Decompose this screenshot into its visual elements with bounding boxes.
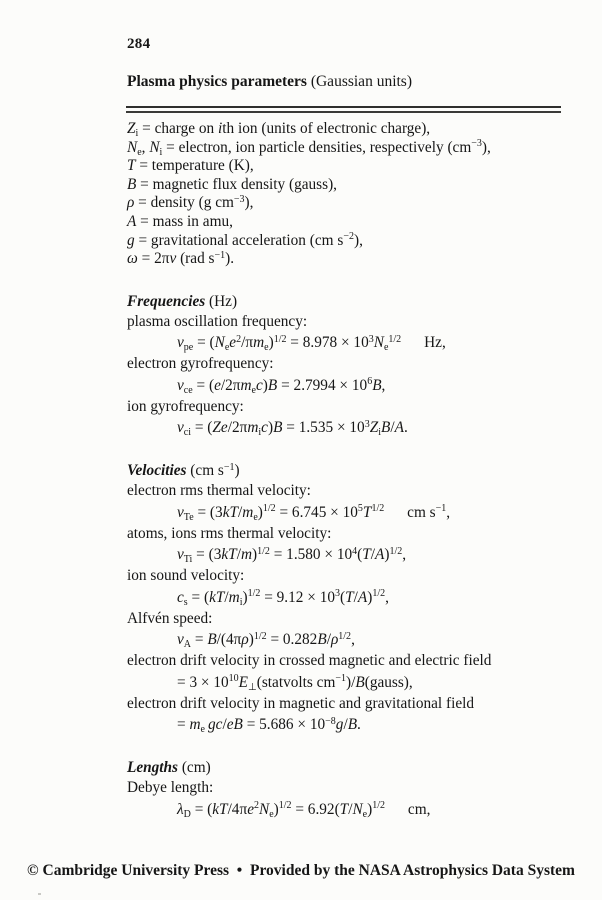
definition-line: $N_e$, $N_i$ = electron, ion particle densities, respectively $(cm^{-3})$, (127, 138, 491, 158)
definition-line: g = gravitational acceleration (cm $s^{-2}$), (127, 231, 363, 249)
section-heading-units: (Hz) (205, 292, 238, 310)
equation: $v_{Ti} = (3kT/m)^{1/2} = 1.580 \times 10^4(T/A)^{1/2}$, (177, 545, 407, 566)
equation-label: electron rms thermal velocity: (127, 482, 311, 500)
section-heading (127, 461, 572, 480)
equation-label: plasma oscillation frequency: (127, 312, 308, 330)
page-title-units: (Gaussian units) (306, 73, 412, 90)
equation: $c_s = (kT/m_i)^{1/2} = 9.12 \times 10^3(T/A)^{1/2}$, (177, 588, 389, 608)
equation-label: ion sound velocity: (127, 567, 245, 585)
page-title (127, 73, 412, 91)
equation: $v_{Te} = (3kT/m_e)^{1/2} = 6.745 \times 10^5T^{1/2}$ cm $s^{-1}$, (177, 503, 451, 523)
equation: $\nu_{pe} = (N_ee^2/\pi m_e)^{1/2} = 8.978 \times 10^3N_e^{1/2}$ Hz, (177, 333, 446, 354)
equation: $\lambda_D = (kT/4\pi e^2N_e)^{1/2} = 6.92(T/N_e)^{1/2}$ cm, (177, 800, 431, 820)
section-velocities (127, 461, 572, 735)
equation-label: Debye length: (127, 779, 214, 797)
definitions-list (127, 120, 572, 269)
page-content (127, 120, 572, 821)
definition-line: $Z_i$ = charge on ith ion (units of electronic charge), (127, 120, 431, 139)
equation: = $3 \times 10^{10}E_\perp(statvolts$ $cm^{-1})/B(gauss)$, (177, 673, 413, 693)
equation: = $m_e$ $gc/eB = 5.686 \times 10^{-8}g/B$. (177, 715, 361, 736)
page-number: 284 (127, 36, 151, 52)
footer-credit: © Cambridge University Press • Provided by the NASA Astrophysics Data System (27, 862, 575, 879)
double-rule (126, 106, 561, 113)
section-heading-title: Frequencies (127, 292, 206, 310)
equation-label: electron gyrofrequency: (127, 355, 274, 373)
section-heading-units: (cm) (178, 759, 211, 777)
section-heading-title: Lengths (127, 759, 178, 777)
section-heading (127, 758, 572, 777)
section-frequencies (127, 292, 572, 439)
equation: $v_A = B/(4\pi\rho)^{1/2} = 0.282B/\rho^{1/2}$, (177, 630, 355, 651)
definition-line: T = temperature (K), (127, 157, 254, 175)
equation-label: electron drift velocity in magnetic and gravitational field (127, 694, 475, 712)
equation: $\nu_{ci} = (Ze/2\pi m_ic)B = 1.535 \times 10^3Z_iB/A$. (177, 418, 408, 439)
definition-line: A = mass in amu, (127, 212, 233, 230)
definition-line: ω = 2πν (rad $s^{-1}$). (127, 249, 235, 268)
definition-line: B = magnetic flux density (gauss), (127, 175, 338, 193)
section-lengths (127, 758, 572, 820)
equation-label: Alfvén speed: (127, 609, 213, 627)
scan-speck (38, 893, 41, 895)
page-title-main: Plasma physics parameters (127, 73, 307, 90)
definition-line: ρ = density (g $cm^{-3}$), (127, 193, 254, 212)
equation: $\nu_{ce} = (e/2\pi m_ec)B = 2.7994 \times 10^6B$, (177, 376, 386, 396)
equation-label: electron drift velocity in crossed magnetic and electric field (127, 652, 492, 670)
section-heading-units: (cm $s^{-1}$) (186, 461, 240, 480)
equation-label: ion gyrofrequency: (127, 397, 244, 415)
section-heading-title: Velocities (127, 462, 187, 480)
section-heading (127, 292, 572, 311)
equation-label: atoms, ions rms thermal velocity: (127, 524, 332, 542)
